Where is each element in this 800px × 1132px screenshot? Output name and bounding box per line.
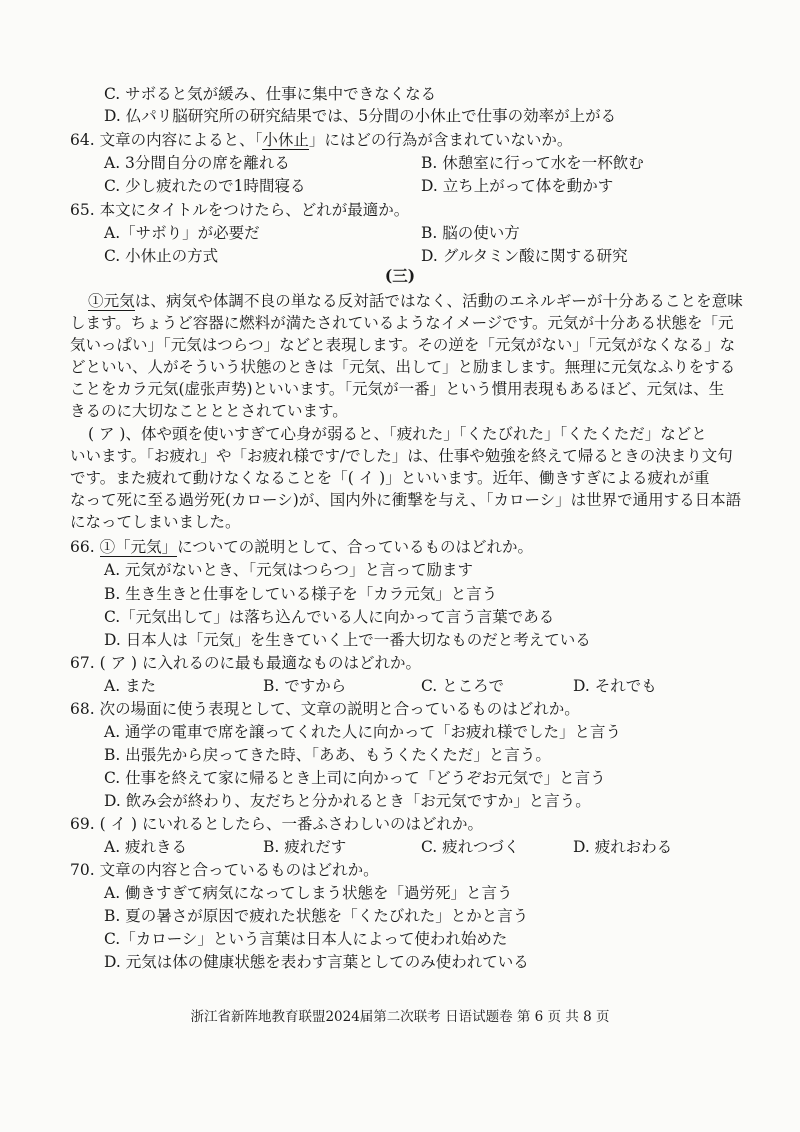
q66-option-b: B. 生き生きと仕事をしている様子を「カラ元気」と言う: [104, 585, 498, 603]
q65-stem: [70, 200, 409, 220]
q66-stem: [70, 537, 533, 557]
q64-option-c: C. 少し疲れたので1時間寝る: [104, 177, 306, 195]
passage-p2-line1: ( ア )、体や頭を使いすぎて心身が弱ると、「疲れた」「くたびれた」「くたくただ」などと: [88, 425, 707, 443]
q66-option-c: C.「元気出して」は落ち込んでいる人に向かって言う言葉である: [104, 608, 555, 626]
q64-option-a: A. 3分間自分の席を離れる: [104, 154, 290, 172]
q66-option-d: D. 日本人は「元気」を生きていく上で一番大切なものだと考えている: [104, 631, 591, 649]
q68-number: 68.: [70, 700, 95, 718]
q68-stem-text: 次の場面に使う表現として、文章の説明と合っているものはどれか。: [99, 700, 580, 718]
q70-option-a: A. 働きすぎて病気になってしまう状態を「過労死」と言う: [104, 884, 513, 902]
passage-p1-line2: します。ちょうど容器に燃料が満たされているようなイメージです。元気が十分ある状態を「元: [70, 314, 734, 332]
q63-option-c: C. サボると気が緩み、仕事に集中できなくなる: [104, 85, 437, 103]
q69-option-a: A. 疲れきる: [104, 838, 188, 856]
q70-option-c: C.「カローシ」という言葉は日本人によって使われ始めた: [104, 930, 508, 948]
passage-p2-line4: なって死に至る過労死(カローシ)が、国内外に衝撃を与え、「カローシ」は世界で通用する日本語: [70, 491, 742, 509]
q66-option-a: A. 元気がないとき、「元気はつらつ」と言って励ます: [104, 561, 474, 579]
q68-option-d: D. 飲み会が終わり、友だちと分かれるとき「お元気ですか」と言う。: [104, 792, 591, 810]
q65-option-c: C. 小休止の方式: [104, 247, 219, 265]
q70-stem-text: 文章の内容と合っているものはどれか。: [99, 861, 379, 879]
q64-stem: [70, 130, 572, 150]
q66-stem-text: についての説明として、合っているものはどれか。: [177, 538, 533, 556]
q70-option-b: B. 夏の暑さが原因で疲れた状態を「くたびれた」とかと言う: [104, 907, 529, 925]
q66-stem-underlined: ①「元気」: [99, 538, 178, 556]
page-footer: 浙江省新阵地教育联盟2024届第二次联考 日语试题卷 第 6 页 共 8 页: [190, 1009, 610, 1025]
q64-option-d: D. 立ち上がって体を動かす: [421, 177, 614, 195]
passage-p1-line4: どといい、人がそういう状態のときは「元気、出して」と励まします。無理に元気なふりをする: [70, 358, 736, 376]
q65-number: 65.: [70, 201, 95, 219]
q70-option-d: D. 元気は体の健康状態を表わす言葉としてのみ使われている: [104, 953, 529, 971]
q68-option-b: B. 出張先から戻ってきた時、「ああ、もうくたくただ」と言う。: [104, 746, 551, 764]
q67-stem-text: ( ア ) に入れるのに最も最適なものはどれか。: [99, 654, 421, 672]
passage-p1-line1-text: は、病気や体調不良の単なる反対話ではなく、活動のエネルギーが十分あることを意味: [134, 292, 743, 310]
passage-p1-line6: きるのに大切なことととされています。: [70, 402, 348, 420]
q64-number: 64.: [70, 131, 95, 149]
q64-stem-underlined: 小休止: [262, 131, 309, 149]
q69-number: 69.: [70, 815, 95, 833]
q68-stem: [70, 699, 580, 719]
q69-option-b: B. 疲れだす: [263, 838, 347, 856]
q65-option-b: B. 脳の使い方: [421, 224, 520, 242]
q69-stem: [70, 814, 483, 834]
q65-stem-text: 本文にタイトルをつけたら、どれが最適か。: [99, 201, 410, 219]
q67-stem: [70, 653, 421, 673]
q70-stem: [70, 860, 379, 880]
q67-option-a: A. また: [104, 677, 157, 695]
passage-p2-line3: です。また疲れて動けなくなることを「( イ )」といいます。近年、働きすぎによる疲れが重: [70, 469, 710, 487]
passage-underlined-genki: ①元気: [88, 292, 135, 310]
passage-p1-line1: [88, 291, 743, 311]
q64-stem-post: 」にはどの行為が含まれていないか。: [308, 131, 573, 149]
q65-option-a: A.「サボり」が必要だ: [104, 224, 260, 242]
q66-number: 66.: [70, 538, 95, 556]
q69-option-d: D. 疲れおわる: [573, 838, 673, 856]
q68-option-c: C. 仕事を終えて家に帰るとき上司に向かって「どうぞお元気で」と言う: [104, 769, 606, 787]
q67-option-d: D. それでも: [573, 677, 657, 695]
q64-option-b: B. 休憩室に行って水を一杯飲む: [421, 154, 644, 172]
q67-number: 67.: [70, 654, 95, 672]
q67-option-b: B. ですから: [263, 677, 347, 695]
q63-option-d: D. 仏パリ脳研究所の研究結果では、5分間の小休止で仕事の効率が上がる: [104, 107, 617, 125]
q65-option-d: D. グルタミン酸に関する研究: [421, 247, 628, 265]
section-heading: (三): [384, 266, 416, 285]
passage-p2-line5: になってしまいました。: [70, 513, 241, 531]
passage-p1-line5: ことをカラ元気(虚张声势)といいます。「元気が一番」という慣用表現もあるほど、元気は、生: [70, 380, 725, 398]
q69-stem-text: ( イ ) にいれるとしたら、一番ふさわしいのはどれか。: [99, 815, 483, 833]
passage-p2-line2: いいます。「お疲れ」や「お疲れ様です/でした」は、仕事や勉強を終えて帰るときの決まり文句: [70, 447, 733, 465]
q68-option-a: A. 通学の電車で席を譲ってくれた人に向かって「お疲れ様でした」と言う: [104, 723, 622, 741]
q67-option-c: C. ところで: [421, 677, 505, 695]
q70-number: 70.: [70, 861, 95, 879]
q69-option-c: C. 疲れつづく: [421, 838, 520, 856]
q64-stem-pre: 文章の内容によると、「: [99, 131, 263, 149]
passage-p1-line3: 気いっぱい」「元気はつらつ」などと表現します。その逆を「元気がない」「元気がなくなる」な: [70, 336, 736, 354]
